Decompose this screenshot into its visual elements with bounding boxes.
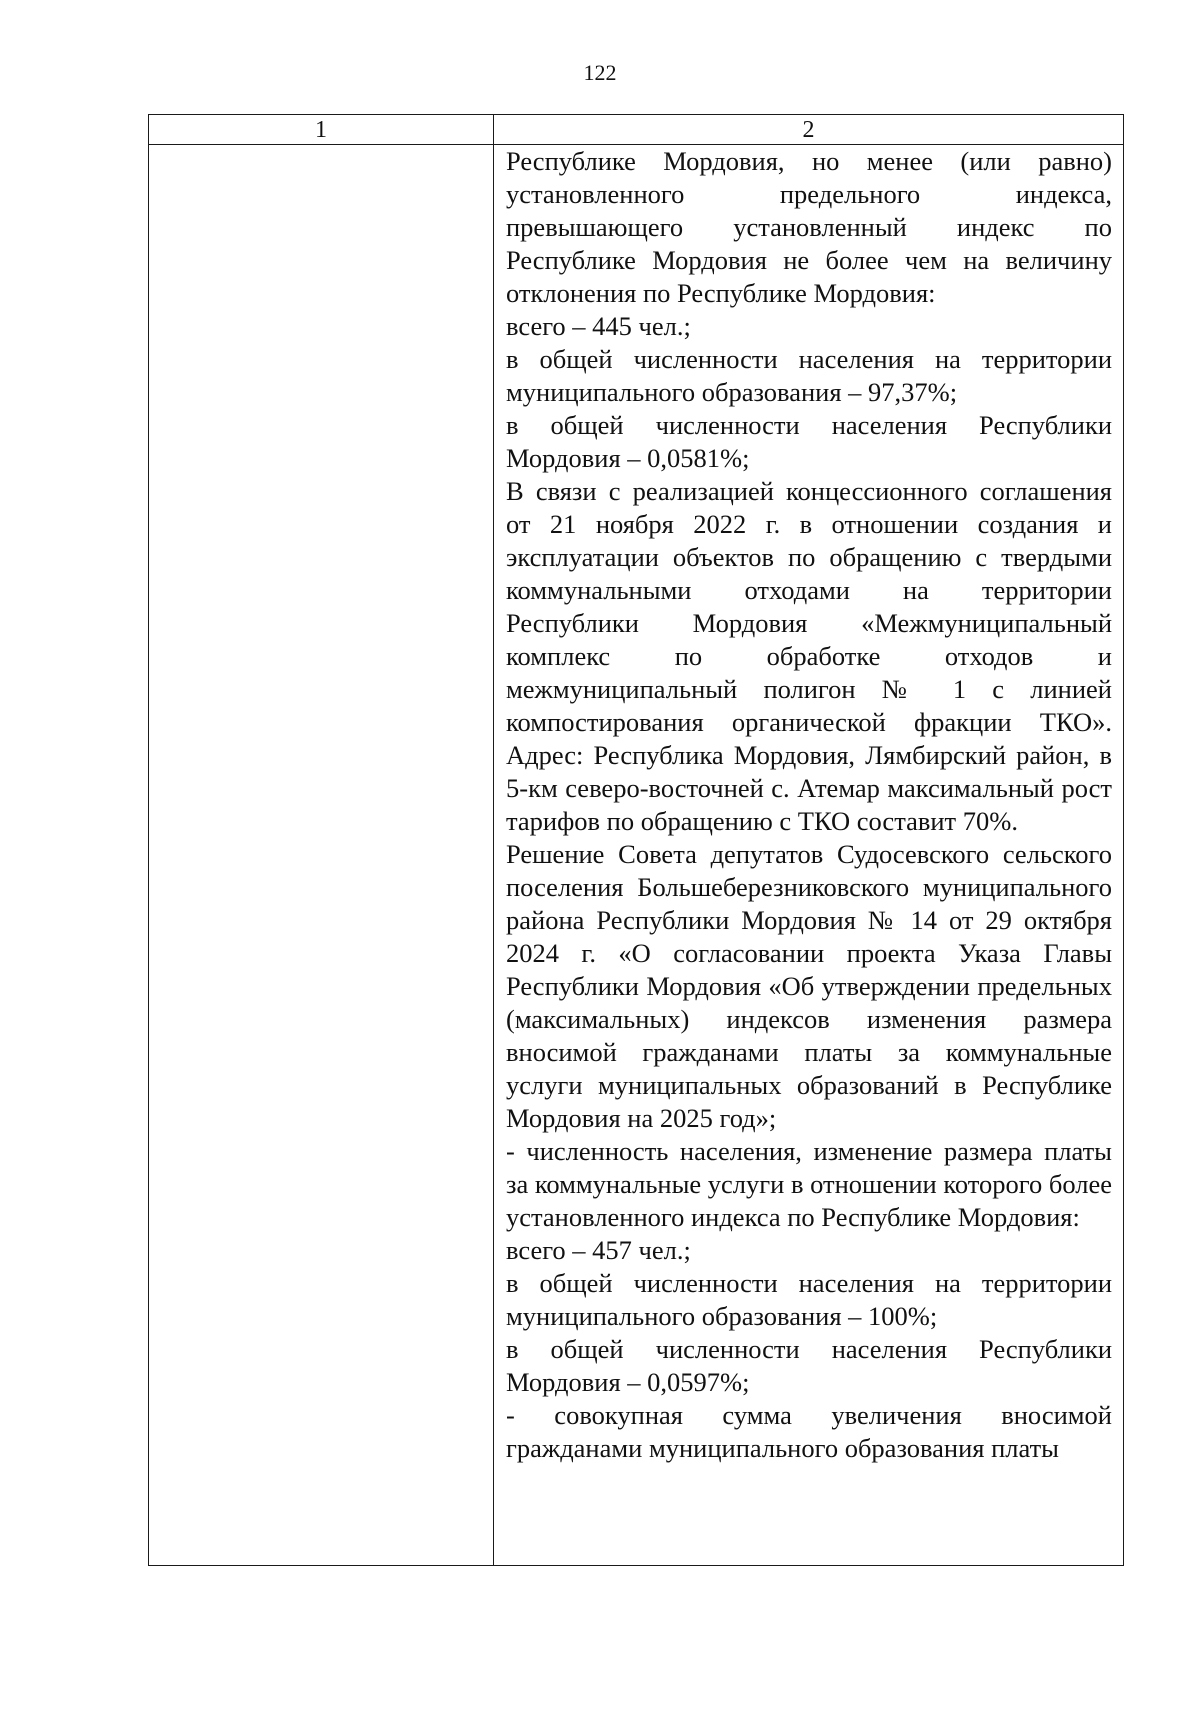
document-table: [148, 114, 1124, 1566]
column-header-1: 1: [315, 117, 327, 143]
paragraph-total-457: всего – 457 чел.;: [506, 1235, 691, 1265]
column-divider: [493, 115, 494, 1565]
paragraph-share-municipal-97: в общей численности населения на территории муниципального образования – 97,37%;: [506, 344, 1112, 407]
paragraph-total-445: всего – 445 чел.;: [506, 311, 691, 341]
paragraph-total-increase: - совокупная сумма увеличения вносимой гражданами муниципального образования платы: [506, 1400, 1112, 1463]
paragraph-share-republic-0597: в общей численности населения Республики Мордовия – 0,0597%;: [506, 1334, 1112, 1397]
table-header-row: [149, 115, 1123, 145]
paragraph-index-condition: Республике Мордовия, но менее (или равно) установленного предельного индекса, превышающего установленный индекс по Республике Мордовия не более чем на величину отклонения по Республике Мордовия:: [506, 146, 1112, 308]
paragraph-concession-agreement: В связи с реализацией концессионного соглашения от 21 ноября 2022 г. в отношении создания и эксплуатации объектов по обращению с твердыми коммунальными отходами на территории Республики Мордовия «Межмуниципальный комплекс по обработке отходов и межмуниципальный полигон № 1 с линией компостирования органической фракции ТКО». Адрес: Республика Мордовия, Лямбирский район, в 5-км северо-восточней с. Атемар максимальный рост тарифов по обращению с ТКО составит 70%.: [506, 476, 1112, 836]
column-header-2: 2: [802, 117, 815, 143]
paragraph-council-decision: Решение Совета депутатов Судосевского сельского поселения Большеберезниковского муниципального района Республики Мордовия № 14 от 29 октября 2024 г. «О согласовании проекта Указа Главы Республики Мордовия «Об утверждении предельных (максимальных) индексов изменения размера вносимой гражданами платы за коммунальные услуги муниципальных образований в Республике Мордовия на 2025 год»;: [506, 839, 1112, 1133]
paragraph-share-republic-0581: в общей численности населения Республики Мордовия – 0,0581%;: [506, 410, 1112, 473]
paragraph-share-municipal-100: в общей численности населения на территории муниципального образования – 100%;: [506, 1268, 1112, 1331]
column-2-content: [506, 145, 1112, 1465]
page-number: 122: [583, 60, 617, 85]
paragraph-population-above-index: - численность населения, изменение размера платы за коммунальные услуги в отношении которого более установленного индекса по Республике Мордовия:: [506, 1136, 1112, 1232]
